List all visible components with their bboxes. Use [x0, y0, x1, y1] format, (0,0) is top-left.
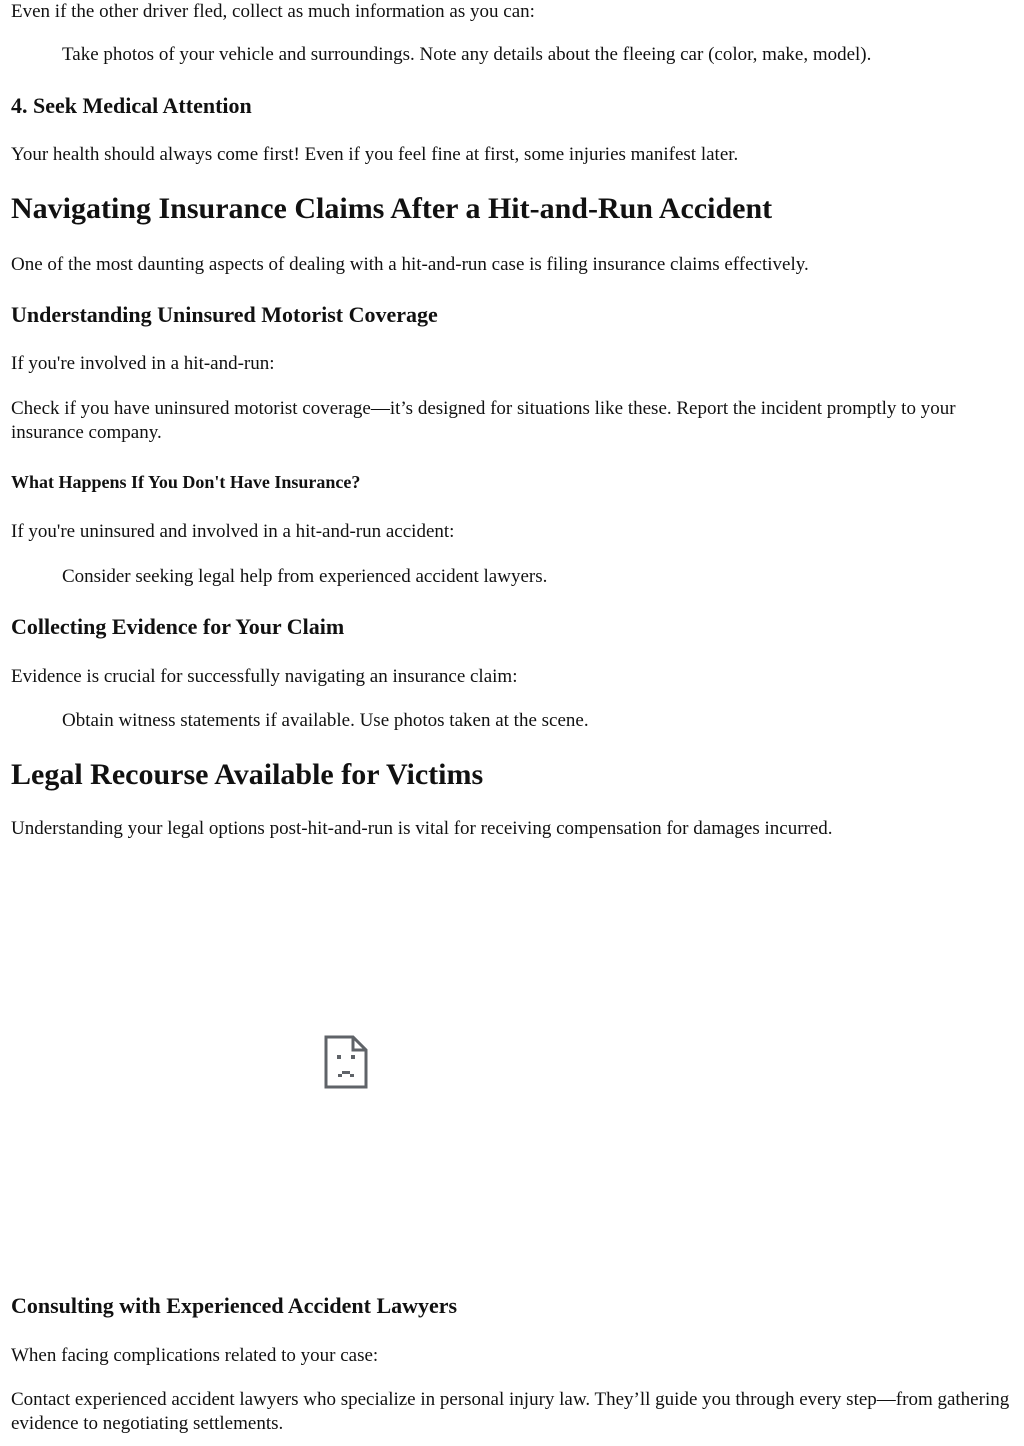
paragraph-check-coverage: Check if you have uninsured motorist coverage—it’s designed for situations like these. Report the incident promptly to your insurance company. — [11, 398, 956, 443]
list-item-legal-help: Consider seeking legal help from experienced accident lawyers. — [62, 566, 548, 587]
paragraph-daunting-aspects: One of the most daunting aspects of dealing with a hit-and-run case is filing insurance claims effectively. — [11, 254, 809, 275]
paragraph-health-first: Your health should always come first! Even if you feel fine at first, some injuries manifest later. — [11, 144, 739, 165]
paragraph-if-involved: If you're involved in a hit-and-run: — [11, 353, 275, 374]
paragraph-contact-lawyers: Contact experienced accident lawyers who specialize in personal injury law. They’ll guide you through every step—from gathering evidence to negotiating settlements. — [11, 1389, 1010, 1434]
paragraph-facing-complications: When facing complications related to your case: — [11, 1345, 379, 1366]
heading-collecting-evidence: Collecting Evidence for Your Claim — [11, 614, 345, 639]
paragraph-collect-info: Even if the other driver fled, collect as much information as you can: — [11, 1, 535, 22]
list-item-witness-statements: Obtain witness statements if available. Use photos taken at the scene. — [62, 710, 589, 731]
heading-seek-medical-attention: 4. Seek Medical Attention — [11, 93, 252, 118]
heading-no-insurance: What Happens If You Don't Have Insurance? — [11, 472, 361, 492]
paragraph-legal-options: Understanding your legal options post-hit-and-run is vital for receiving compensation for damages incurred. — [11, 818, 833, 839]
paragraph-if-uninsured: If you're uninsured and involved in a hit-and-run accident: — [11, 521, 455, 542]
broken-image-icon — [324, 1035, 368, 1089]
heading-consulting-lawyers: Consulting with Experienced Accident Lawyers — [11, 1293, 458, 1318]
heading-navigating-insurance-claims: Navigating Insurance Claims After a Hit-and-Run Accident — [11, 192, 773, 225]
list-item-take-photos: Take photos of your vehicle and surroundings. Note any details about the fleeing car (color, make, model). — [62, 44, 872, 65]
heading-legal-recourse: Legal Recourse Available for Victims — [11, 758, 484, 791]
paragraph-evidence-crucial: Evidence is crucial for successfully navigating an insurance claim: — [11, 666, 518, 687]
heading-uninsured-motorist-coverage: Understanding Uninsured Motorist Coverage — [11, 302, 438, 327]
